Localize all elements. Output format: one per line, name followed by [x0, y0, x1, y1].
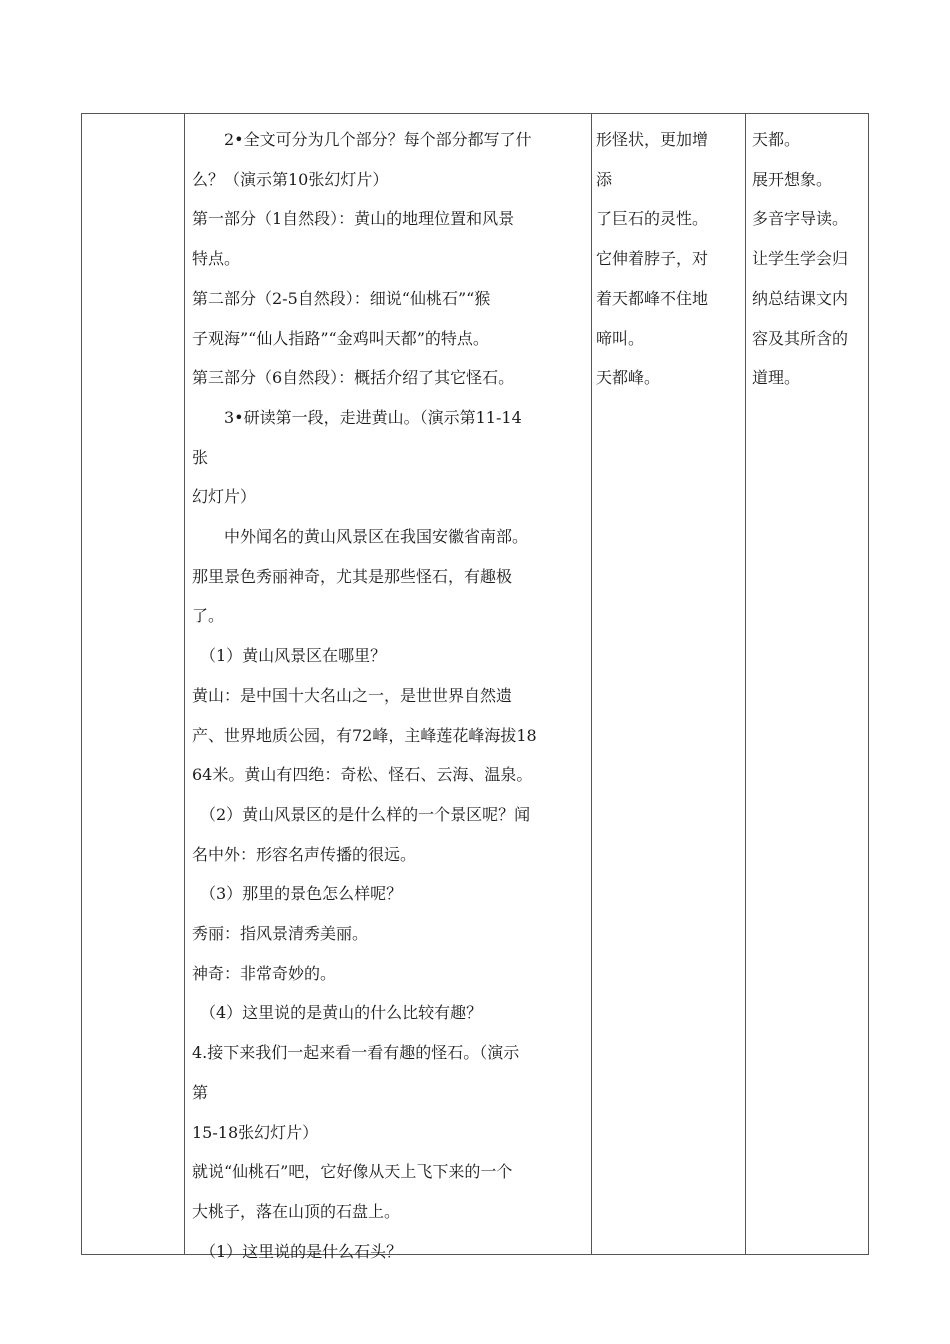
- content-line: 神奇：非常奇妙的。: [192, 963, 337, 983]
- content-line: 第一部分（1自然段）：黄山的地理位置和风景: [192, 209, 515, 229]
- board-note-line: 着天都峰不住地: [596, 288, 709, 308]
- content-line: 名中外：形容名声传播的很远。: [192, 844, 417, 864]
- content-line: （2）黄山风景区的是什么样的一个景区呢？闻: [192, 804, 531, 824]
- content-line: 特点。: [192, 249, 241, 269]
- content-line: 了。: [192, 606, 225, 626]
- content-line: （1）黄山风景区在哪里？: [192, 646, 387, 666]
- content-line: 2•全文可分为几个部分？每个部分都写了什: [192, 130, 532, 149]
- intent-line: 容及其所含的: [752, 328, 849, 348]
- content-line: 幻灯片）: [192, 487, 257, 507]
- content-line: 中外闻名的黄山风景区在我国安徽省南部。: [192, 527, 529, 546]
- content-line: 黄山：是中国十大名山之一，是世世界自然遗: [192, 685, 513, 705]
- content-line: （1）这里说的是什么石头？: [192, 1241, 403, 1261]
- board-notes-cell: [592, 114, 745, 1254]
- board-note-line: 啼叫。: [596, 328, 645, 348]
- content-line: 就说“仙桃石”吧，它好像从天上飞下来的一个: [192, 1162, 513, 1182]
- board-note-line: 了巨石的灵性。: [596, 209, 709, 229]
- lesson-table: [81, 113, 869, 1261]
- teaching-content-cell: [185, 114, 591, 1261]
- content-line: 子观海”“仙人指路”“金鸡叫天都”的特点。: [192, 328, 489, 348]
- intent-line: 道理。: [752, 368, 801, 388]
- board-note-line: 添: [596, 169, 613, 189]
- content-line: 大桃子，落在山顶的石盘上。: [192, 1201, 401, 1221]
- content-line: 么？（演示第10张幻灯片）: [192, 169, 389, 189]
- content-line: 产、世界地质公园，有72峰，主峰莲花峰海拔18: [192, 725, 537, 745]
- design-intent-cell: [746, 114, 868, 1254]
- content-line: 秀丽：指风景清秀美丽。: [192, 924, 369, 943]
- content-line: 张: [192, 447, 209, 467]
- intent-line: 让学生学会归: [752, 249, 849, 269]
- content-line: 第三部分（6自然段）：概括介绍了其它怪石。: [192, 368, 515, 388]
- content-line: 4.接下来我们一起来看一看有趣的怪石。（演示: [192, 1043, 520, 1063]
- content-line: 第: [192, 1082, 209, 1102]
- content-line: 3•研读第一段，走进黄山。（演示第11-14: [192, 407, 522, 427]
- intent-line: 多音字导读。: [752, 209, 849, 229]
- content-line: 64米。黄山有四绝：奇松、怪石、云海、温泉。: [192, 765, 533, 785]
- content-line: （4）这里说的是黄山的什么比较有趣？: [192, 1003, 483, 1023]
- intent-line: 展开想象。: [752, 169, 833, 189]
- content-line: 那里景色秀丽神奇，尤其是那些怪石，有趣极: [192, 566, 513, 586]
- content-line: 第二部分（2-5自然段）：细说“仙桃石”“猴: [192, 288, 491, 308]
- board-note-line: 它伸着脖子，对: [596, 249, 709, 269]
- content-line: 15-18张幻灯片）: [192, 1122, 319, 1142]
- board-note-line: 天都峰。: [596, 368, 661, 388]
- intent-line: 天都。: [752, 130, 801, 149]
- content-line: （3）那里的景色怎么样呢？: [192, 884, 403, 904]
- board-note-line: 形怪状，更加增: [596, 130, 709, 149]
- intent-line: 纳总结课文内: [752, 288, 849, 308]
